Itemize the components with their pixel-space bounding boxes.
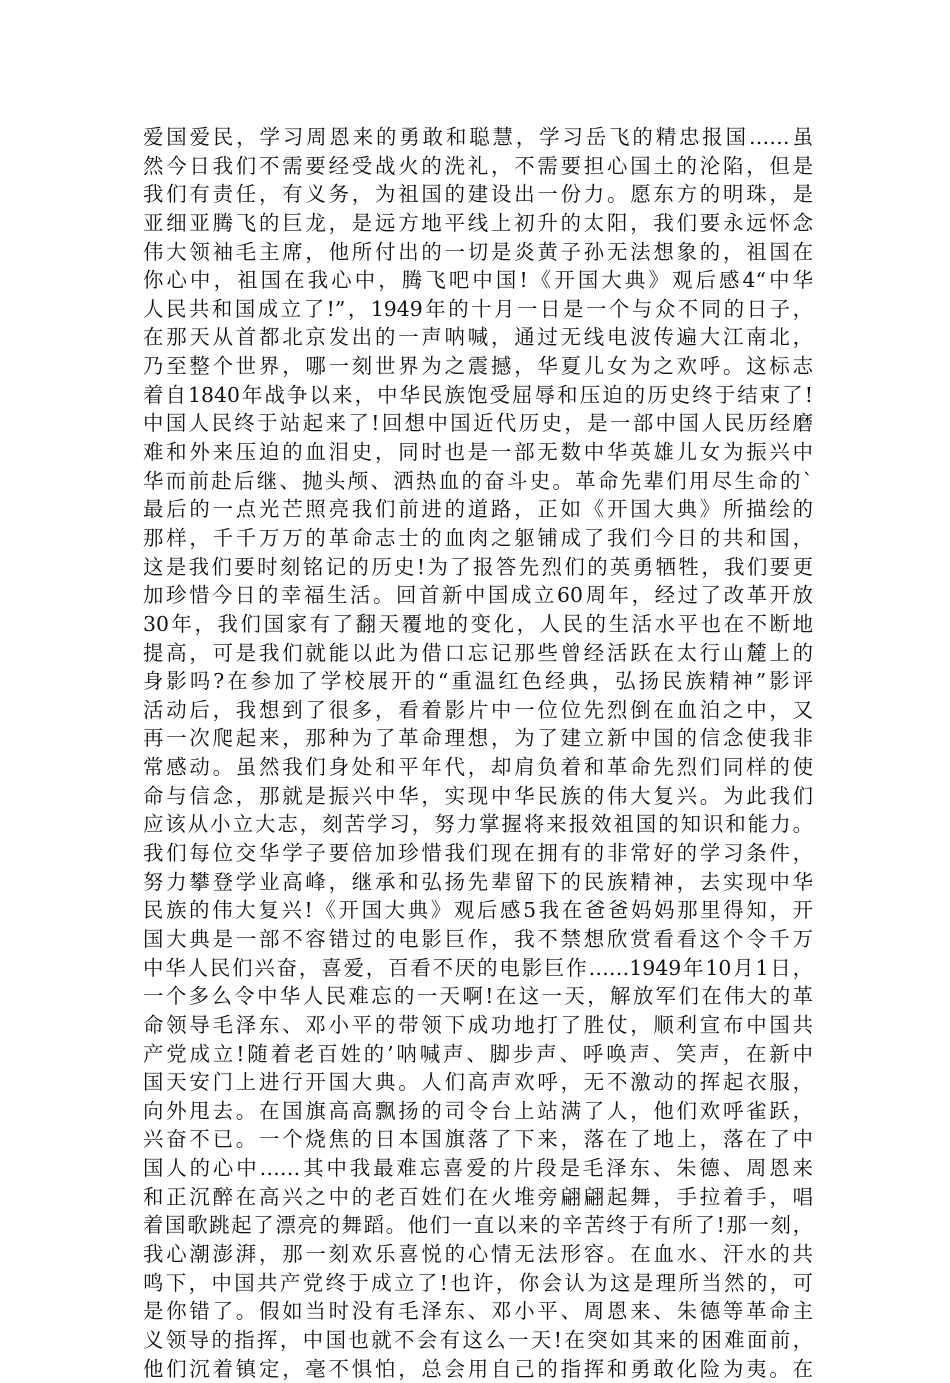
text-line: 中华人民们兴奋，喜爱，百看不厌的电影巨作……1949年10月1日，	[143, 955, 813, 980]
text-line: 应该从小立大志，刻苦学习，努力掌握将来报效祖国的知识和能力。	[143, 812, 813, 837]
text-line: 着自1840年战争以来，中华民族饱受屈辱和压迫的历史终于结束了!	[143, 382, 813, 407]
body-text	[143, 123, 813, 1383]
text-line: 义领导的指挥，中国也就不会有这么一天!在突如其来的困难面前，	[143, 1327, 813, 1352]
text-line: 中国人民终于站起来了!回想中国近代历史，是一部中国人民历经磨	[143, 411, 813, 436]
text-line: 活动后，我想到了很多，看着影片中一位位先烈倒在血泊之中，又	[143, 697, 813, 722]
text-line: 亚细亚腾飞的巨龙，是远方地平线上初升的太阳，我们要永远怀念	[143, 210, 813, 235]
text-line: 鸣下，中国共产党终于成立了!也许，你会认为这是理所当然的，可	[143, 1270, 813, 1295]
text-line: 兴奋不已。一个烧焦的日本国旗落了下来，落在了地上，落在了中	[143, 1127, 813, 1152]
text-line: 他们沉着镇定，毫不惧怕，总会用自己的指挥和勇敢化险为夷。在	[143, 1356, 813, 1381]
text-line: 然今日我们不需要经受战火的洗礼，不需要担心国土的沦陷，但是	[143, 153, 813, 178]
text-line: 在那天从首都北京发出的一声呐喊，通过无线电波传遍大江南北，	[143, 325, 813, 350]
text-line: 华而前赴后继、抛头颅、洒热血的奋斗史。革命先辈们用尽生命的`	[143, 468, 813, 493]
text-line: 命领导毛泽东、邓小平的带领下成功地打了胜仗，顺利宣布中国共	[143, 1012, 813, 1037]
text-line: 加珍惜今日的幸福生活。回首新中国成立60周年，经过了改革开放	[143, 583, 813, 608]
text-line: 最后的一点光芒照亮我们前进的道路，正如《开国大典》所描绘的	[143, 497, 813, 522]
text-line: 乃至整个世界，哪一刻世界为之震撼，华夏儿女为之欢呼。这标志	[143, 354, 813, 379]
text-line: 着国歌跳起了漂亮的舞蹈。他们一直以来的辛苦终于有所了!那一刻，	[143, 1213, 813, 1238]
text-line: 我们每位交华学子要倍加珍惜我们现在拥有的非常好的学习条件，	[143, 841, 813, 866]
text-line: 一个多么令中华人民难忘的一天啊!在这一天，解放军们在伟大的革	[143, 984, 813, 1009]
text-line: 命与信念，那就是振兴中华，实现中华民族的伟大复兴。为此我们	[143, 783, 813, 808]
text-line: 国人的心中……其中我最难忘喜爱的片段是毛泽东、朱德、周恩来	[143, 1156, 813, 1181]
text-line: 我心潮澎湃，那一刻欢乐喜悦的心情无法形容。在血水、汗水的共	[143, 1241, 813, 1266]
text-line: 国大典是一部不容错过的电影巨作，我不禁想欣赏看看这个令千万	[143, 926, 813, 951]
text-line: 30年，我们国家有了翻天覆地的变化，人民的生活水平也在不断地	[143, 611, 813, 636]
text-line: 提高，可是我们就能以此为借口忘记那些曾经活跃在太行山麓上的	[143, 640, 813, 665]
text-line: 爱国爱民，学习周恩来的勇敢和聪慧，学习岳飞的精忠报国……虽	[143, 125, 813, 149]
text-line: 伟大领袖毛主席，他所付出的一切是炎黄子孙无法想象的，祖国在	[143, 239, 813, 264]
text-line: 身影吗?在参加了学校展开的“重温红色经典，弘扬民族精神”影评	[143, 669, 813, 694]
text-line: 再一次爬起来，那种为了革命理想，为了建立新中国的信念使我非	[143, 726, 813, 751]
text-line: 那样，千千万万的革命志士的血肉之躯铺成了我们今日的共和国，	[143, 525, 813, 550]
text-line: 常感动。虽然我们身处和平年代，却肩负着和革命先烈们同样的使	[143, 755, 813, 780]
text-line: 人民共和国成立了!”，1949年的十月一日是一个与众不同的日子，	[143, 296, 813, 321]
text-line: 国天安门上进行开国大典。人们高声欢呼，无不激动的挥起衣服，	[143, 1070, 813, 1095]
text-line: 我们有责任，有义务，为祖国的建设出一份力。愿东方的明珠，是	[143, 182, 813, 207]
text-line: 产党成立!随着老百姓的’呐喊声、脚步声、呼唤声、笑声，在新中	[143, 1041, 813, 1066]
text-line: 向外甩去。在国旗高高飘扬的司令台上站满了人，他们欢呼雀跃，	[143, 1098, 813, 1123]
text-line: 和正沉醉在高兴之中的老百姓们在火堆旁翩翩起舞，手拉着手，唱	[143, 1184, 813, 1209]
text-line: 民族的伟大复兴!《开国大典》观后感5我在爸爸妈妈那里得知，开	[143, 898, 813, 923]
text-line: 努力攀登学业高峰，继承和弘扬先辈留下的民族精神，去实现中华	[143, 869, 813, 894]
text-line: 你心中，祖国在我心中，腾飞吧中国!《开国大典》观后感4“中华	[143, 268, 813, 293]
text-line: 是你错了。假如当时没有毛泽东、邓小平、周恩来、朱德等革命主	[143, 1299, 813, 1324]
text-line: 这是我们要时刻铭记的历史!为了报答先烈们的英勇牺牲，我们要更	[143, 554, 813, 579]
text-line: 难和外来压迫的血泪史，同时也是一部无数中华英雄儿女为振兴中	[143, 440, 813, 465]
